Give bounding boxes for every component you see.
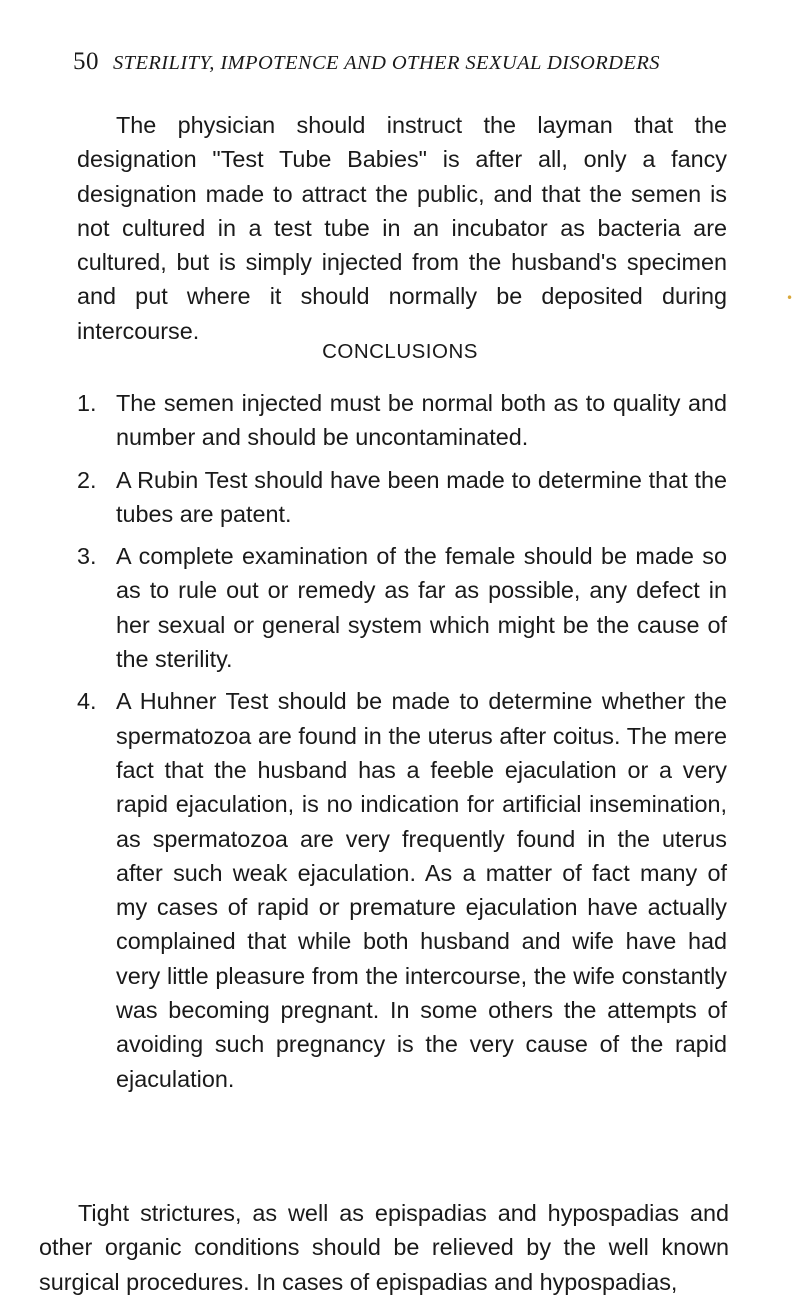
list-item-number: 1. [77,390,97,416]
list-item [77,684,727,1096]
list-item-text: A Rubin Test should have been made to determine that the tubes are patent. [116,466,727,527]
list-item [77,386,727,455]
list-item-text: The semen injected must be normal both as to quality and number and should be uncontaminated. [116,390,727,451]
list-item-number: 4. [77,688,97,715]
intro-paragraph: The physician should instruct the layman that the designation "Test Tube Babies" is after all, only a fancy designation made to attract the public, and that the semen is not cultured in a test tube in an incubator as bacteria are cultured, but is simply injected from the husband's specimen and put where it should normally be deposited during intercourse. [77,112,727,344]
list-item-number: 3. [77,543,97,570]
list-item [77,539,727,676]
ink-speck-mark: • [786,291,794,305]
section-heading: CONCLUSIONS [322,340,478,363]
page-number: 50 [73,48,99,75]
list-item-number: 2. [77,466,97,493]
list-item-text: A Huhner Test should be made to determine whether the spermatozoa are found in the uterus after coitus. The mere fact that the husband has a feeble ejaculation or a very rapid ejaculation, is no indication for artificial insemination, as spermatozoa are very frequently found in the uterus after such weak ejaculation. As a matter of fact many of my cases of rapid or premature ejaculation have actually complained that while both husband and wife have had very little pleasure from the intercourse, the wife constantly was becoming pregnant. In some others the attempts of avoiding such pregnancy is the very cause of the rapid ejaculation. [116,688,727,1092]
closing-paragraph: Tight strictures, as well as epispadias and hypospadias and other organic conditions should be relieved by the well known surgical procedures. In cases of epispadias and hypospadias, [39,1200,729,1295]
list-item-text: A complete examination of the female should be made so as to rule out or remedy as far as possible, any defect in her sexual or general system which might be the cause of the sterility. [116,543,727,673]
running-head: STERILITY, IMPOTENCE AND OTHER SEXUAL DISORDERS [113,52,660,74]
list-item [77,463,727,532]
conclusions-list [77,386,727,1104]
page-header [73,48,733,76]
